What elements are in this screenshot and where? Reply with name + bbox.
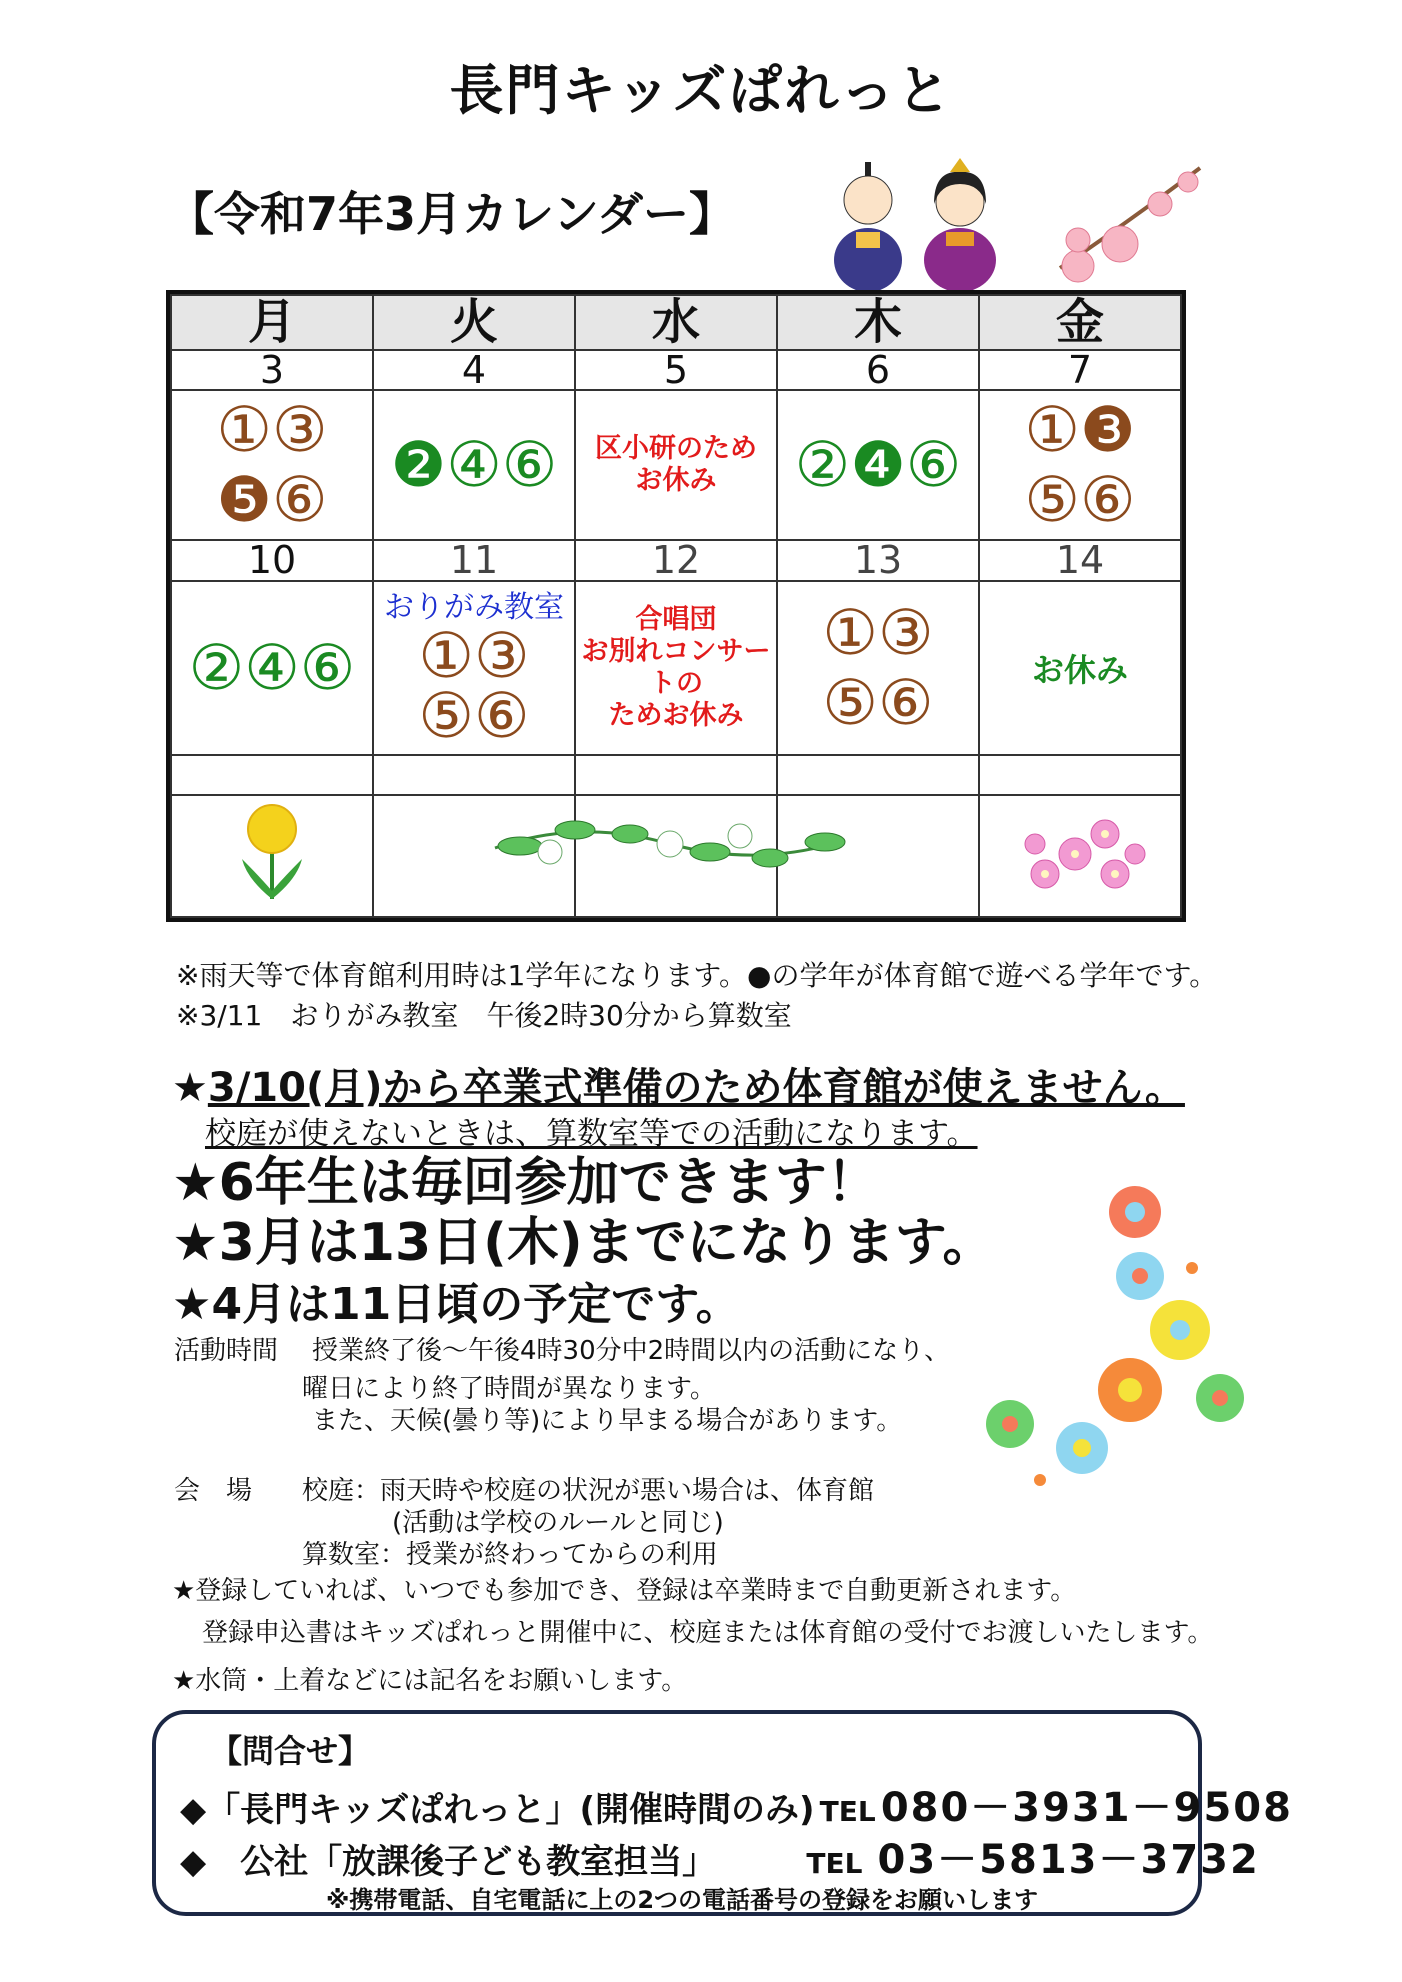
date-cell: 7 bbox=[979, 350, 1181, 391]
day-schedule-thu-6 bbox=[777, 390, 979, 540]
date-cell: 4 bbox=[373, 350, 575, 391]
announce-gym-text: 3/10(月)から卒業式準備のため体育館が使えません。 bbox=[207, 1065, 1185, 1111]
announce-gym-closed bbox=[172, 1056, 1185, 1113]
day-schedule-tue-11 bbox=[373, 581, 575, 755]
calendar-subtitle: 【令和7年3月カレンダー】 bbox=[168, 187, 736, 241]
page-title: 長門キッズぱれっと bbox=[449, 59, 953, 122]
flowers-illustration bbox=[970, 1180, 1260, 1500]
contact-title: 【問合せ】 bbox=[210, 1732, 371, 1770]
registration-form-note: 登録申込書はキッズぱれっと開催中に、校庭または体育館の受付でお渡しいたします。 bbox=[202, 1618, 1214, 1648]
day-schedule-tue-4 bbox=[373, 390, 575, 540]
phone-number: 03－5813－3732 bbox=[877, 1837, 1260, 1883]
contact-name: ◆ 公社「放課後子ども教室担当」 bbox=[180, 1842, 717, 1882]
grade-marks: ⑤⑥ bbox=[418, 678, 530, 752]
date-cell: 13 bbox=[777, 540, 979, 581]
tel-label: TEL bbox=[819, 1795, 876, 1828]
activity-time-line1: 授業終了後～午後4時30分中2時間以内の活動になり、 bbox=[312, 1336, 951, 1366]
venue-line3: 算数室：授業が終わってからの利用 bbox=[302, 1540, 718, 1570]
closed-notice: お休み bbox=[1031, 650, 1128, 689]
date-cell: 6 bbox=[777, 350, 979, 391]
activity-time-line2: 曜日により終了時間が異なります。 bbox=[302, 1374, 716, 1404]
date-cell: 14 bbox=[979, 540, 1181, 581]
empty-cell bbox=[575, 755, 777, 796]
date-cell: 10 bbox=[171, 540, 373, 581]
weekday-tuesday: 火 bbox=[373, 295, 575, 350]
grade-marks: ①❸ bbox=[1024, 393, 1136, 467]
phone-number: 080－3931－9508 bbox=[880, 1785, 1293, 1831]
weekday-wednesday: 水 bbox=[575, 295, 777, 350]
announce-playground: 校庭が使えないときは、算数室等での活動になります。 bbox=[205, 1116, 978, 1152]
date-cell: 5 bbox=[575, 350, 777, 391]
day-schedule-fri-7 bbox=[979, 390, 1181, 540]
empty-cell bbox=[979, 755, 1181, 796]
venue-label: 会 場 bbox=[174, 1476, 253, 1506]
grade-marks: ②④⑥ bbox=[188, 630, 356, 704]
day-schedule-fri-14 bbox=[979, 581, 1181, 755]
grade-marks: ⑤⑥ bbox=[822, 665, 934, 739]
grade-marks: ①③ bbox=[822, 595, 934, 669]
weekday-thursday: 木 bbox=[777, 295, 979, 350]
empty-cell bbox=[777, 755, 979, 796]
contact-line-kosha bbox=[180, 1828, 1260, 1885]
dandelion-icon bbox=[232, 799, 312, 909]
tel-label: TEL bbox=[806, 1847, 863, 1880]
date-cell: 11 bbox=[373, 540, 575, 581]
activity-time-label: 活動時間 bbox=[174, 1336, 279, 1366]
hina-dolls-illustration bbox=[820, 148, 1240, 298]
weekday-monday: 月 bbox=[171, 295, 373, 350]
contact-name: ◆「長門キッズぱれっと」(開催時間のみ) bbox=[180, 1790, 815, 1830]
day-schedule-mon-3 bbox=[171, 390, 373, 540]
leaf-vine-illustration bbox=[490, 808, 850, 878]
activity-time-line3: また、天候(曇り等)により早まる場合があります。 bbox=[312, 1406, 903, 1436]
day-schedule-wed-5 bbox=[575, 390, 777, 540]
grade-marks: ①③ bbox=[216, 393, 328, 467]
date-cell: 3 bbox=[171, 350, 373, 391]
date-cell: 12 bbox=[575, 540, 777, 581]
name-label-note: ★水筒・上着などには記名をお願いします。 bbox=[172, 1666, 688, 1696]
grade-marks: ❷④⑥ bbox=[390, 428, 558, 502]
announce-march-end: ★3月は13日(木)までになります。 bbox=[172, 1213, 995, 1273]
grade-marks: ②❹⑥ bbox=[794, 428, 962, 502]
announce-6th-grade: ★6年生は毎回参加できます！ bbox=[172, 1153, 879, 1213]
empty-cell bbox=[979, 795, 1181, 917]
weekday-friday: 金 bbox=[979, 295, 1181, 350]
origami-event-label: おりがみ教室 bbox=[384, 589, 564, 625]
day-schedule-wed-12 bbox=[575, 581, 777, 755]
grade-marks: ❺⑥ bbox=[216, 463, 328, 537]
day-schedule-thu-13 bbox=[777, 581, 979, 755]
venue-line1: 校庭：雨天時や校庭の状況が悪い場合は、体育館 bbox=[302, 1476, 875, 1506]
grade-marks: ⑤⑥ bbox=[1024, 463, 1136, 537]
closed-notice: 合唱団 お別れコンサートの ためお休み bbox=[581, 603, 771, 731]
note-rain: ※雨天等で体育館利用時は1学年になります。●の学年が体育館で遊べる学年です。 bbox=[176, 959, 1218, 992]
empty-cell bbox=[171, 795, 373, 917]
venue-line2: (活動は学校のルールと同じ) bbox=[392, 1508, 724, 1538]
day-schedule-mon-10 bbox=[171, 581, 373, 755]
grade-marks: ①③ bbox=[418, 618, 530, 692]
empty-cell bbox=[171, 755, 373, 796]
contact-box bbox=[152, 1710, 1293, 1916]
registration-note: ★登録していれば、いつでも参加でき、登録は卒業時まで自動更新されます。 bbox=[172, 1576, 1077, 1606]
contact-footnote: ※携帯電話、自宅電話に上の2つの電話番号の登録をお願いします bbox=[326, 1886, 1039, 1914]
closed-notice: 区小研のため お休み bbox=[595, 433, 757, 497]
contact-line-kids-palette bbox=[180, 1776, 1293, 1833]
note-origami: ※3/11 おりがみ教室 午後2時30分から算数室 bbox=[176, 999, 792, 1032]
pink-flowers-icon bbox=[1005, 804, 1155, 904]
star-mark: ★ bbox=[172, 1065, 208, 1111]
announce-april: ★4月は11日頃の予定です。 bbox=[172, 1279, 740, 1330]
empty-cell bbox=[373, 755, 575, 796]
